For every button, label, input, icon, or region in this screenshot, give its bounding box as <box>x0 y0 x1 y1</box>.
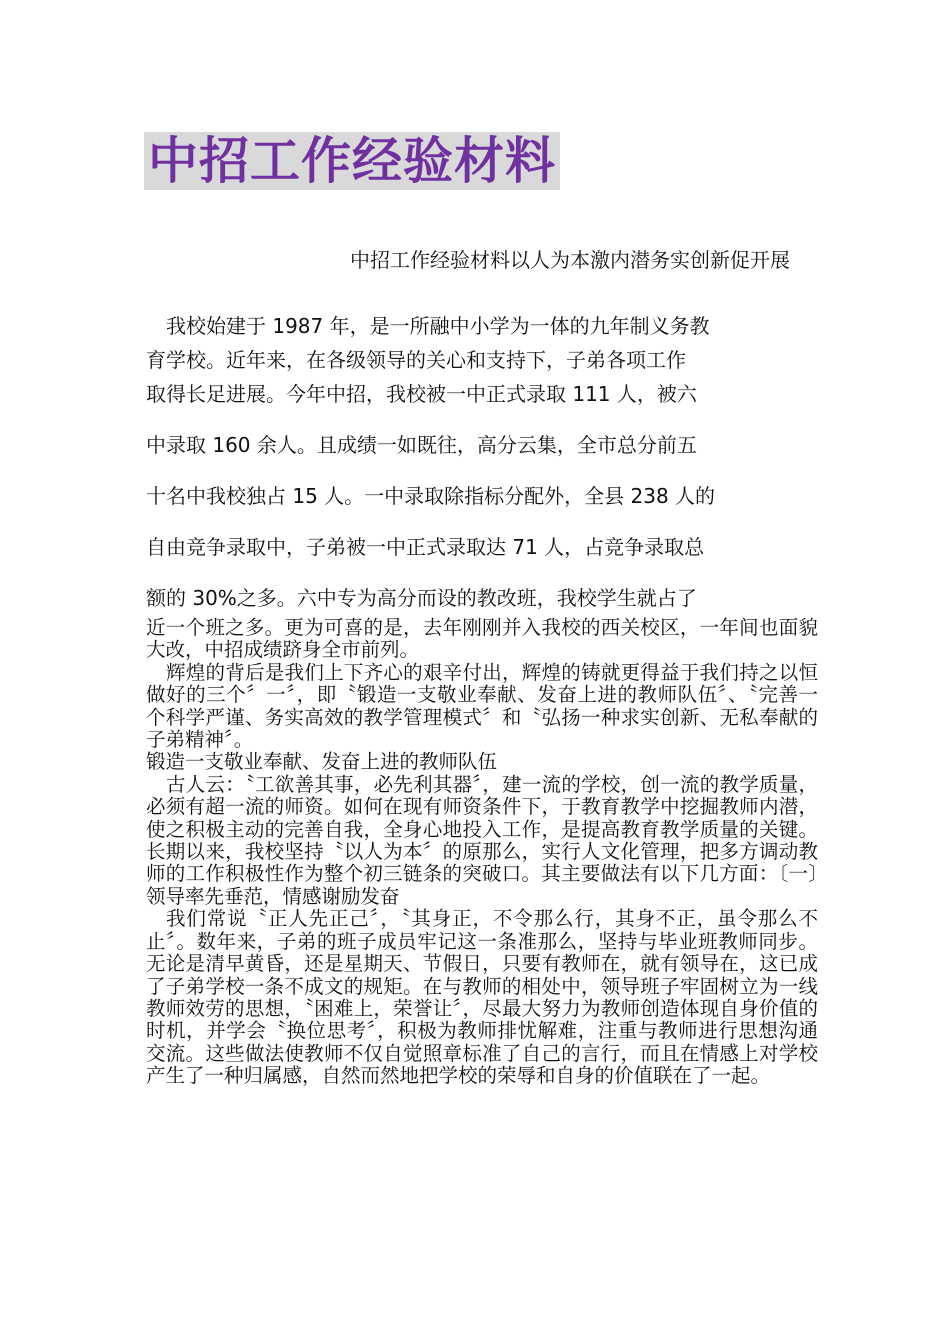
document-subtitle: 中招工作经验材料以人为本激内潜务实创新促开展 <box>350 248 790 272</box>
paragraph-teachers: 古人云：〝工欲善其事，必先利其器〞，建一流的学校，创一流的教学质量，必须有超一流的师资。如何在现有师资条件下，于教育教学中挖掘教师内潜，使之积极主动的完善自我，全身心地投入工作，是提高教育教学质量的关键。长期以来，我校坚持〝以人为本〞的原那么，实行人文化管理，把多方调动教师的工作积极性作为整个初三链条的突破口。其主要做法有以下几方面：〔一〕领导率先垂范，情感谢励发奋 <box>146 772 818 908</box>
paragraph-leadership: 我们常说〝正人先正己〞，〝其身正，不令那么行，其身不正，虽令那么不止〞。数年来，子弟的班子成员牢记这一条准那么，坚持与毕业班教师同步。无论是清早黄昏，还是星期天、节假日，只要有教师在，就有领导在，这已成了子弟学校一条不成文的规矩。在与教师的相处中，领导班子牢固树立为一线教师效劳的思想，〝困难上，荣誉让〞，尽最大努力为教师创造体现自身价值的时机，并学会〝换位思考〞，积极为教师排忧解难，注重与教师进行思想沟通交流。这些做法使教师不仅自觉照章标准了自己的言行，而且在情感上对学校产生了一种归属感，自然而然地把学校的荣辱和自身的价值联在了一起。 <box>146 907 818 1088</box>
paragraph-achievements: 辉煌的背后是我们上下齐心的艰辛付出，辉煌的铸就更得益于我们持之以恒做好的三个〞一〞，即〝锻造一支敬业奉献、发奋上进的教师队伍〞、〝完善一个科学严谨、务实高效的教学管理模式〞和〝弘扬一种求实创新、无私奉献的子弟精神〞。 <box>146 660 818 752</box>
intro-line: 我校始建于 1987 年，是一所融中小学为一体的九年制义务教 <box>166 314 710 338</box>
intro-line: 十名中我校独占 15 人。一中录取除指标分配外，全县 238 人的 <box>146 484 716 508</box>
intro-line: 自由竞争录取中，子弟被一中正式录取达 71 人，占竞争录取总 <box>146 535 705 559</box>
document-title: 中招工作经验材料 <box>148 132 556 190</box>
paragraph-intro <box>146 309 810 615</box>
document-body <box>146 617 818 1088</box>
title-highlight <box>144 132 560 190</box>
intro-line: 育学校。近年来，在各级领导的关心和支持下，子弟各项工作 <box>146 348 686 372</box>
paragraph-intro-tail: 近一个班之多。更为可喜的是，去年刚刚并入我校的西关校区，一年间也面貌大改，中招成绩跻身全市前列。 <box>146 616 818 662</box>
intro-line: 中录取 160 余人。且成绩一如既往，高分云集，全市总分前五 <box>146 433 697 457</box>
intro-line: 额的 30%之多。六中专为高分而设的教改班，我校学生就占了 <box>146 586 697 610</box>
intro-line: 取得长足进展。今年中招，我校被一中正式录取 111 人，被六 <box>146 382 697 406</box>
section-heading: 锻造一支敬业奉献、发奋上进的教师队伍 <box>146 750 498 774</box>
